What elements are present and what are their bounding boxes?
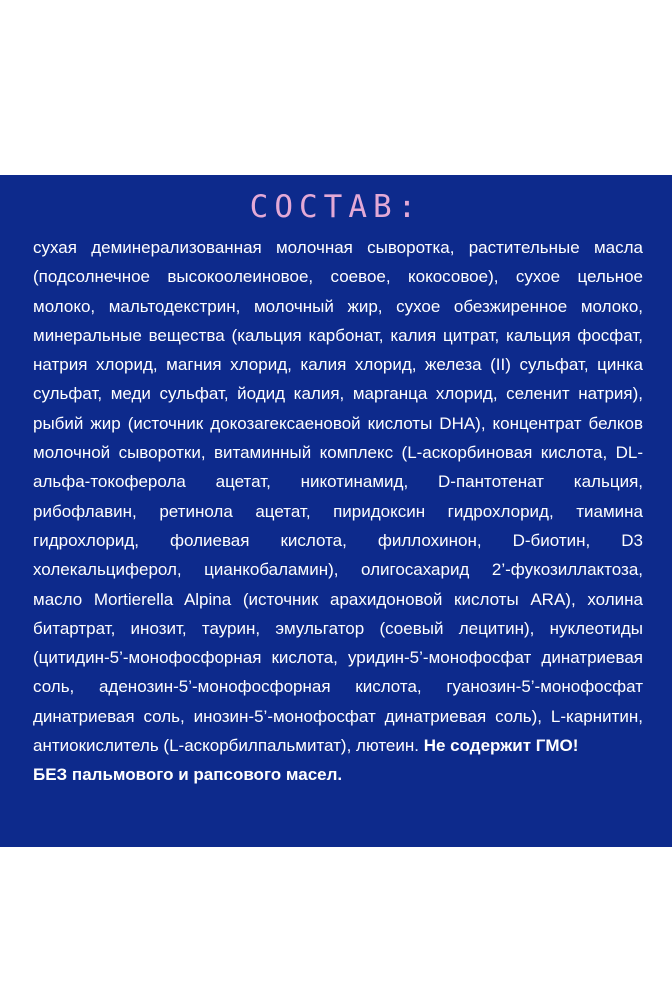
ingredients-text <box>33 233 643 790</box>
gmo-free-note: Не содержит ГМО! <box>423 736 579 756</box>
composition-panel <box>0 175 672 847</box>
ingredients-list: сухая деминерализованная молочная сыворотка, растительные масла (подсолнечное высокоолеиновое, соевое, кокосовое), сухое цельное молоко, мальтодекстрин, молочный жир, сухое обезжиренное молоко, минеральные вещества (кальция карбонат, калия цитрат, кальция фосфат, натрия хлорид, магния хлорид, калия хлорид, железа (II) сульфат, цинка сульфат, меди сульфат, йодид калия, марганца хлорид, селенит натрия), рыбий жир (источник докозагексаеновой кислоты DHA), концентрат белков молочной сыворотки, витаминный комплекс (L-аскорбиновая кислота, DL-альфа-токоферола ацетат, никотинамид, D-пантотенат кальция, рибофлавин, ретинола ацетат, пиридоксин гидрохлорид, тиамина гидрохлорид, фолиевая кислота, филлохинон, D-биотин, D3 холекальциферол, цианкобаламин), олигосахарид 2’-фукозиллактоза, масло Mortierella Alpina (источник арахидоновой кислоты ARA), холина битартрат, инозит, таурин, эмульгатор (соевый лецитин), нуклеотиды (цитидин-5’-монофосфорная кислота, уридин-5’-монофосфат динатриевая соль, аденозин-5’-монофосфорная кислота, гуанозин-5’-монофосфат динатриевая соль, инозин-5’-монофосфат динатриевая соль), L-карнитин, антиокислитель (L-аскорбилпальмитат), лютеин. <box>33 238 643 756</box>
composition-title: СОСТАВ: <box>249 189 423 225</box>
no-palm-oil-note: БЕЗ пальмового и рапсового масел. <box>33 765 343 785</box>
